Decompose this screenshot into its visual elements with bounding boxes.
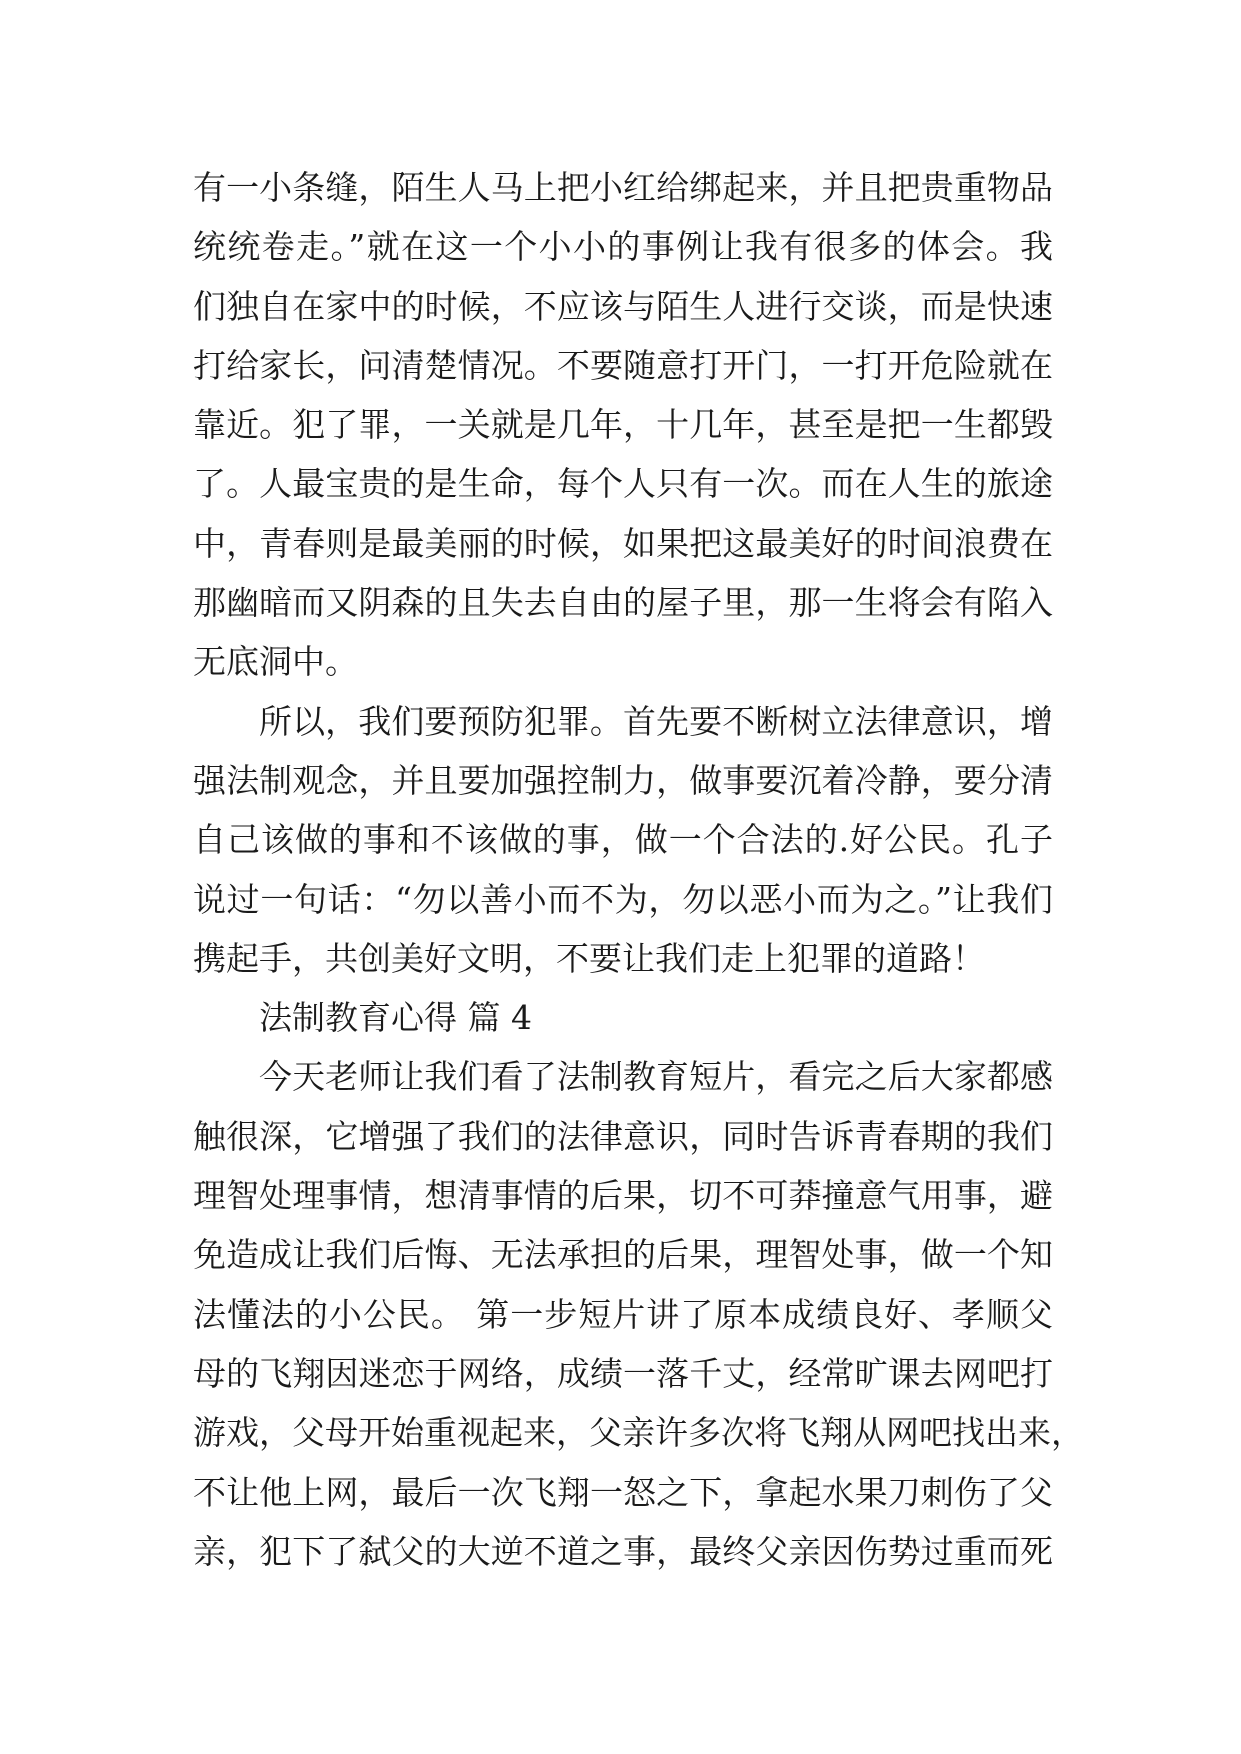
text-line: 了。人最宝贵的是生命，每个人只有一次。而在人生的旅途 [193,464,1053,504]
text-line: 携起手，共创美好文明，不要让我们走上犯罪的道路！ [193,938,985,978]
text-line: 母的飞翔因迷恋于网络，成绩一落千丈，经常旷课去网吧打 [193,1353,1053,1393]
text-line: 说过一句话：“勿以善小而不为，勿以恶小而为之。”让我们 [193,879,1053,919]
text-line: 中，青春则是最美丽的时候，如果把这最美好的时间浪费在 [193,523,1053,563]
text-line: 自己该做的事和不该做的事，做一个合法的.好公民。孔子 [193,820,1053,860]
text-line: 强法制观念，并且要加强控制力，做事要沉着冷静，要分清 [193,760,1053,800]
text-line: 游戏，父母开始重视起来，父亲许多次将飞翔从网吧找出来， [193,1413,1084,1453]
text-line: 今天老师让我们看了法制教育短片，看完之后大家都感 [259,1057,1053,1097]
text-line: 有一小条缝，陌生人马上把小红给绑起来，并且把贵重物品 [193,168,1053,207]
text-line: 理智处理事情，想清事情的后果，切不可莽撞意气用事，避 [193,1176,1053,1216]
text-line: 亲，犯下了弑父的大逆不道之事，最终父亲因伤势过重而死 [193,1531,1053,1571]
document-page [193,158,1084,1581]
text-line: 免造成让我们后悔、无法承担的后果，理智处事，做一个知 [193,1235,1053,1275]
text-line: 打给家长，问清楚情况。不要随意打开门，一打开危险就在 [193,345,1053,385]
text-line: 所以，我们要预防犯罪。首先要不断树立法律意识，增 [259,701,1053,741]
text-line: 触很深，它增强了我们的法律意识，同时告诉青春期的我们 [193,1116,1053,1156]
text-line: 那幽暗而又阴森的且失去自由的屋子里，那一生将会有陷入 [193,583,1053,623]
text-line: 们独自在家中的时候，不应该与陌生人进行交谈，而是快速 [193,286,1053,326]
text-line: 统统卷走。”就在这一个小小的事例让我有很多的体会。我 [193,227,1053,267]
paragraph-3 [193,1047,1084,1581]
paragraph-2 [193,692,1053,988]
section-heading: 法制教育心得 篇 4 [259,998,532,1038]
text-line: 无底洞中。 [193,642,358,682]
paragraph-1 [193,158,1053,692]
text-line: 法懂法的小公民。 第一步短片讲了原本成绩良好、孝顺父 [193,1294,1053,1334]
text-line: 靠近。犯了罪，一关就是几年，十几年，甚至是把一生都毁 [193,405,1053,445]
text-line: 不让他上网，最后一次飞翔一怒之下，拿起水果刀刺伤了父 [193,1472,1053,1512]
